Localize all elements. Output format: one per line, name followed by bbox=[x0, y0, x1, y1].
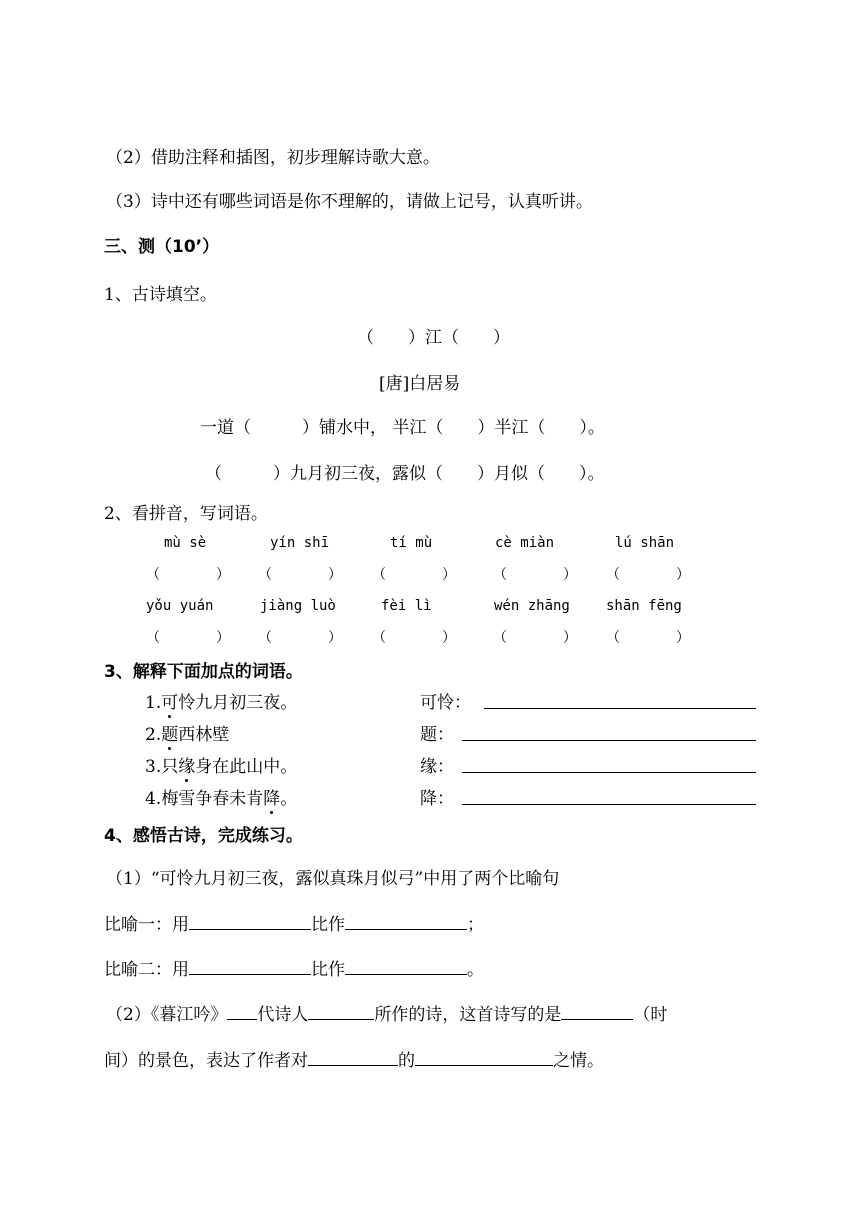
metaphor-line-2: 比喻二：用 比作 。 bbox=[104, 960, 484, 980]
blank[interactable] bbox=[345, 958, 467, 975]
question-2-title: 2、看拼音，写词语。 bbox=[104, 504, 268, 524]
dotted-char: 缘 bbox=[178, 752, 195, 777]
question-3-title: 3、解释下面加点的词语。 bbox=[104, 662, 303, 682]
answer-bracket[interactable]: （ ） bbox=[493, 567, 577, 583]
phrase-item-2: 2.题西林壁 bbox=[145, 720, 229, 745]
pinyin: mù sè bbox=[164, 535, 207, 551]
section-heading: 三、测（10’） bbox=[104, 237, 220, 257]
pinyin: jiàng luò bbox=[260, 598, 336, 614]
instruction-item-2: （2）借助注释和插图，初步理解诗歌大意。 bbox=[106, 148, 440, 168]
explain-label: 缘： bbox=[420, 757, 454, 777]
answer-bracket[interactable]: （ ） bbox=[258, 630, 342, 646]
phrase-item-3: 3.只缘身在此山中。 bbox=[145, 752, 297, 777]
blank[interactable] bbox=[561, 1003, 633, 1020]
phrase-item-1: 1.可怜九月初三夜。 bbox=[145, 688, 297, 713]
dotted-char: 可 bbox=[161, 688, 178, 713]
pinyin: fèi lì bbox=[381, 598, 432, 614]
answer-bracket[interactable]: （ ） bbox=[606, 630, 690, 646]
answer-bracket[interactable]: （ ） bbox=[258, 567, 342, 583]
pinyin: lú shān bbox=[615, 535, 675, 551]
answer-bracket[interactable]: （ ） bbox=[372, 630, 456, 646]
answer-bracket[interactable]: （ ） bbox=[372, 567, 456, 583]
explain-label: 降： bbox=[420, 789, 454, 809]
phrase-item-4: 4.梅雪争春未肯降。 bbox=[145, 784, 297, 809]
subquestion-2-cont: 间）的景色，表达了作者对 的 之情。 bbox=[104, 1051, 604, 1071]
blank[interactable] bbox=[189, 958, 311, 975]
subquestion-2: （2）《暮江吟》 代诗人 所作的诗，这首诗写的是 （时 bbox=[106, 1005, 668, 1025]
answer-bracket[interactable]: （ ） bbox=[493, 630, 577, 646]
answer-bracket[interactable]: （ ） bbox=[606, 567, 690, 583]
pinyin: tí mù bbox=[390, 535, 433, 551]
answer-line[interactable] bbox=[462, 754, 756, 773]
poem-line-1: 一道（ ）铺水中， 半江（ ）半江（ ）。 bbox=[200, 418, 605, 438]
blank[interactable] bbox=[345, 913, 467, 930]
answer-bracket[interactable]: （ ） bbox=[146, 567, 230, 583]
blank[interactable] bbox=[308, 1003, 374, 1020]
poem-author: [唐]白居易 bbox=[379, 374, 461, 394]
pinyin: shān fēng bbox=[606, 598, 682, 614]
blank[interactable] bbox=[415, 1049, 553, 1066]
explain-label: 可怜： bbox=[420, 693, 471, 713]
metaphor-line-1: 比喻一：用 比作 ； bbox=[104, 915, 484, 935]
poem-line-2: （ ）九月初三夜，露似（ ）月似（ ）。 bbox=[205, 464, 605, 484]
answer-line[interactable] bbox=[462, 722, 756, 741]
dotted-char: 降 bbox=[263, 784, 280, 809]
question-4-title: 4、感悟古诗，完成练习。 bbox=[104, 826, 303, 846]
pinyin: wén zhāng bbox=[494, 598, 570, 614]
pinyin: cè miàn bbox=[495, 535, 555, 551]
answer-line[interactable] bbox=[484, 690, 756, 709]
answer-bracket[interactable]: （ ） bbox=[146, 630, 230, 646]
blank[interactable] bbox=[308, 1049, 398, 1066]
pinyin: yín shī bbox=[270, 535, 330, 551]
question-1-title: 1、古诗填空。 bbox=[104, 285, 217, 305]
explain-label: 题： bbox=[420, 725, 454, 745]
blank[interactable] bbox=[227, 1003, 257, 1020]
answer-line[interactable] bbox=[462, 786, 756, 805]
instruction-item-3: （3）诗中还有哪些词语是你不理解的，请做上记号，认真听讲。 bbox=[106, 192, 593, 212]
pinyin: yǒu yuán bbox=[146, 598, 214, 614]
blank[interactable] bbox=[189, 913, 311, 930]
subquestion-1: （1）“可怜九月初三夜，露似真珠月似弓”中用了两个比喻句 bbox=[106, 869, 560, 889]
dotted-char: 题 bbox=[161, 720, 178, 745]
poem-title: （ ）江（ ） bbox=[357, 328, 510, 348]
